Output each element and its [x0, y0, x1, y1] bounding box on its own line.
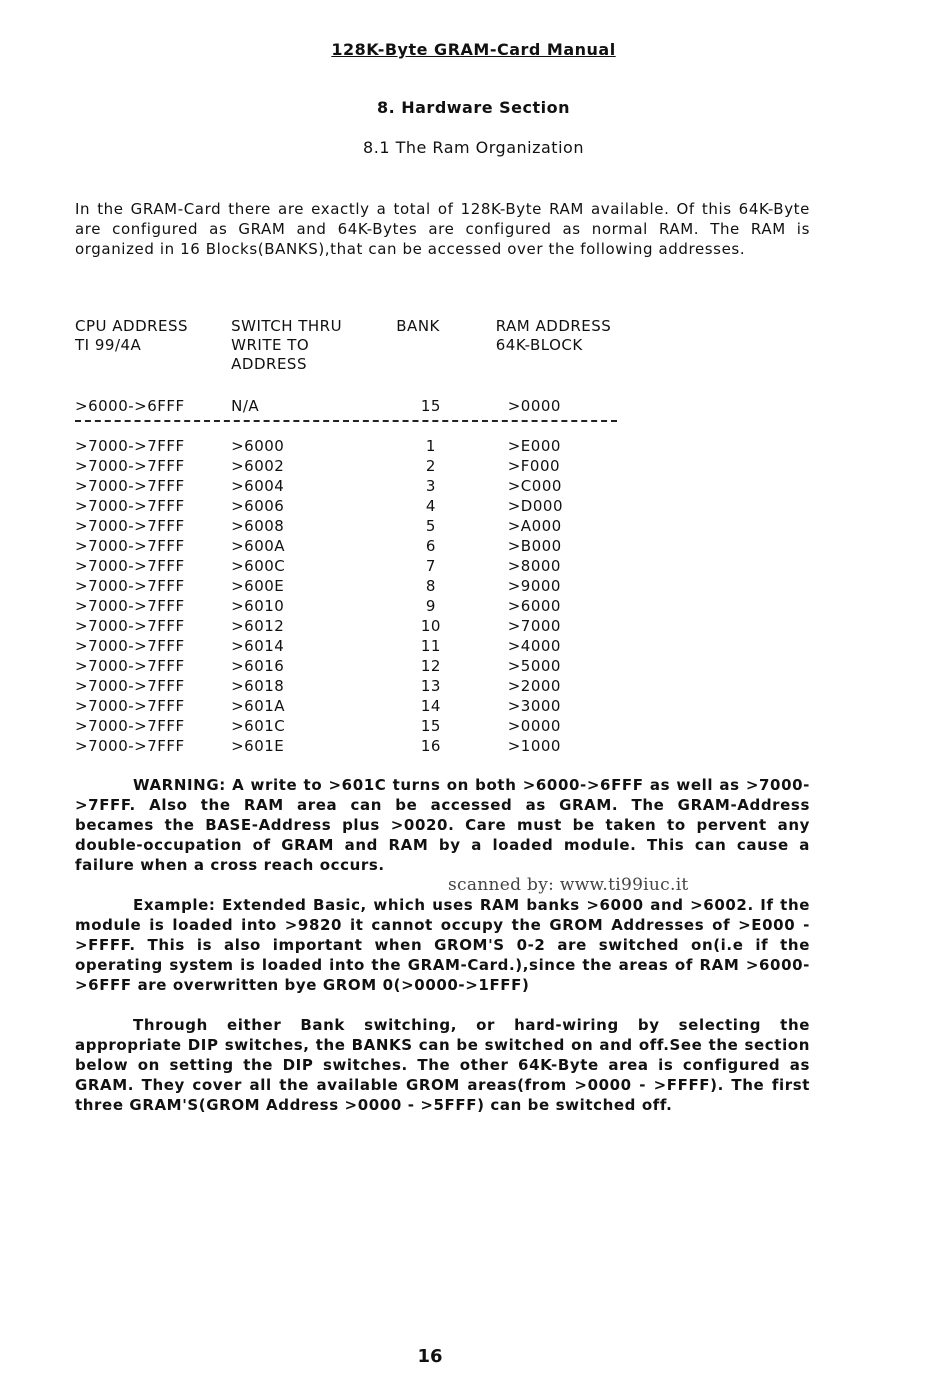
cell-cpu: >7000->7FFF [75, 457, 185, 475]
cell-ram: >C000 [507, 477, 562, 495]
cell-switch: >6012 [231, 617, 285, 635]
cell-switch: >600C [231, 557, 286, 575]
warning-paragraph: WARNING: A write to >601C turns on both >6000->6FFF as well as >7000->7FFF. Also the RAM area can be accessed as GRAM. The GRAM-Address becames the BASE-Address plus >0020. Care must be taken to pervent any double-occupation of GRAM and RAM by a loaded module. This can cause a failure when a cross reach occurs. [75, 776, 810, 874]
cell-cpu: >7000->7FFF [75, 517, 185, 535]
table-row [75, 476, 635, 496]
table-row [75, 496, 635, 516]
cell-switch: >600A [231, 537, 286, 555]
table-header [75, 317, 635, 374]
header-bank: BANK [396, 317, 440, 335]
cell-bank: 9 [425, 597, 436, 615]
cell-cpu: >7000->7FFF [75, 677, 185, 695]
table-row [75, 536, 635, 556]
cell-ram: >E000 [507, 437, 561, 455]
cell-cpu: >7000->7FFF [75, 617, 185, 635]
table-row [75, 576, 635, 596]
cell-switch: >6008 [231, 517, 285, 535]
table-row [75, 516, 635, 536]
cell-bank: 7 [425, 557, 436, 575]
cell-bank: 5 [425, 517, 436, 535]
cell-ram: >F000 [507, 457, 561, 475]
cell-switch: >601A [231, 697, 286, 715]
cell-switch: >6006 [231, 497, 285, 515]
cell-switch: >6014 [231, 637, 285, 655]
cell-switch: >6018 [231, 677, 285, 695]
cell-switch: >6000 [231, 437, 285, 455]
cell-switch: >601E [231, 737, 285, 755]
cell-cpu: >7000->7FFF [75, 557, 185, 575]
table-row [75, 596, 635, 616]
cell-switch: >6004 [231, 477, 285, 495]
cell-bank: 1 [425, 437, 436, 455]
cell-cpu: >7000->7FFF [75, 737, 185, 755]
cell-ram: >D000 [507, 497, 563, 515]
intro-paragraph: In the GRAM-Card there are exactly a total of 128K-Byte RAM available. Of this 64K-Byte are configured as GRAM and 64K-Bytes are configured as normal RAM. The RAM is organized in 16 Blocks(BANKS),that can be accessed over the following addresses. [75, 200, 810, 258]
example-paragraph: Example: Extended Basic, which uses RAM banks >6000 and >6002. If the module is loaded into >9820 it cannot occupy the GROM Addresses of >E000 - >FFFF. This is also important when GROM'S 0-2 are switched on(i.e if the operating system is loaded into the GRAM-Card.),since the areas of RAM >6000->6FFF are overwritten bye GROM 0(>0000->1FFF) [75, 896, 810, 994]
cell-cpu: >7000->7FFF [75, 697, 185, 715]
cell-bank: 14 [420, 697, 441, 715]
cell-bank: 11 [420, 637, 441, 655]
table-row [75, 636, 635, 656]
cell-cpu: >7000->7FFF [75, 437, 185, 455]
table-row [75, 436, 635, 456]
cell-switch: >6010 [231, 597, 285, 615]
table-row [75, 676, 635, 696]
cell-cpu: >7000->7FFF [75, 717, 185, 735]
cell-ram: >7000 [507, 617, 561, 635]
cell-cpu: >7000->7FFF [75, 637, 185, 655]
cell-switch: >6002 [231, 457, 285, 475]
bank-table [75, 317, 635, 755]
cell-bank: 8 [425, 577, 436, 595]
table-row [75, 616, 635, 636]
header-cpu-address: CPU ADDRESS TI 99/4A [75, 317, 189, 354]
table-row [75, 456, 635, 476]
cell-cpu: >7000->7FFF [75, 497, 185, 515]
table-row [75, 696, 635, 716]
table-row-first: >6000->6FFF N/A 15 >0000 [75, 397, 561, 415]
cell-cpu: >7000->7FFF [75, 597, 185, 615]
table-row [75, 556, 635, 576]
cell-bank: 12 [420, 657, 441, 675]
cell-bank: 16 [420, 737, 441, 755]
cell-ram: >2000 [507, 677, 561, 695]
cell-bank: 15 [420, 717, 441, 735]
cell-switch: >601C [231, 717, 286, 735]
table-row [75, 656, 635, 676]
cell-bank: 10 [420, 617, 441, 635]
cell-cpu: >7000->7FFF [75, 657, 185, 675]
cell-cpu: >7000->7FFF [75, 537, 185, 555]
cell-ram: >3000 [507, 697, 561, 715]
table-row [75, 716, 635, 736]
cell-switch: >600E [231, 577, 285, 595]
header-switch-thru: SWITCH THRU WRITE TO ADDRESS [231, 317, 343, 373]
page-number: 16 [417, 1346, 443, 1367]
cell-ram: >6000 [507, 597, 561, 615]
subsection-title: 8.1 The Ram Organization [363, 138, 584, 157]
cell-ram: >5000 [507, 657, 561, 675]
cell-bank: 3 [425, 477, 436, 495]
watermark: scanned by: www.ti99iuc.it [448, 875, 689, 895]
cell-ram: >4000 [507, 637, 561, 655]
dashed-divider [75, 420, 617, 422]
cell-ram: >0000 [507, 717, 561, 735]
through-paragraph: Through either Bank switching, or hard-wiring by selecting the appropriate DIP switches, the BANKS can be switched on and off.See the section below on setting the DIP switches. The other 64K-Byte area is configured as GRAM. They cover all the available GROM areas(from >0000 - >FFFF). The first three GRAM'S(GROM Address >0000 - >5FFF) can be switched off. [75, 1016, 810, 1114]
cell-bank: 6 [425, 537, 436, 555]
running-head: 128K-Byte GRAM-Card Manual [331, 40, 616, 59]
cell-cpu: >7000->7FFF [75, 477, 185, 495]
header-ram-address: RAM ADDRESS 64K-BLOCK [495, 317, 612, 354]
cell-bank: 13 [420, 677, 441, 695]
cell-ram: >A000 [507, 517, 562, 535]
cell-ram: >8000 [507, 557, 561, 575]
cell-bank: 2 [425, 457, 436, 475]
cell-ram: >B000 [507, 537, 562, 555]
table-row [75, 736, 635, 756]
section-title: 8. Hardware Section [376, 98, 571, 117]
cell-switch: >6016 [231, 657, 285, 675]
cell-ram: >1000 [507, 737, 561, 755]
cell-ram: >9000 [507, 577, 561, 595]
cell-bank: 4 [425, 497, 436, 515]
cell-cpu: >7000->7FFF [75, 577, 185, 595]
